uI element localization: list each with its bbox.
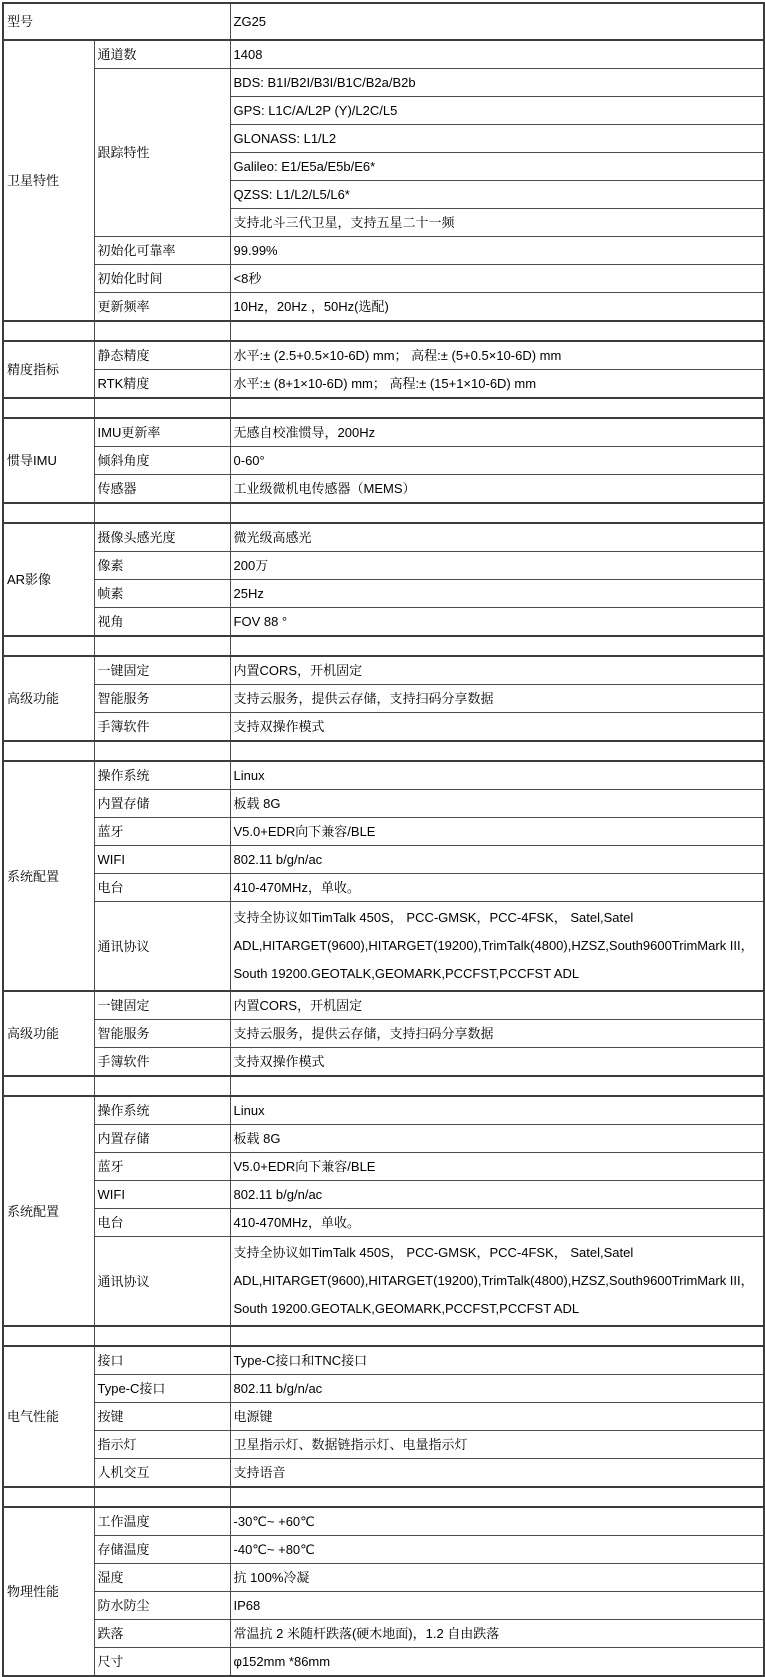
spec-value-cell: 支持语音: [230, 1459, 764, 1488]
spec-row: [3, 237, 764, 265]
spec-row: [3, 1125, 764, 1153]
spec-value-cell: φ152mm *86mm: [230, 1648, 764, 1677]
spec-row: [3, 1375, 764, 1403]
spec-attr-cell: WIFI: [94, 846, 230, 874]
spec-row: [3, 761, 764, 790]
spec-row: [3, 608, 764, 637]
section-name-cell: AR影像: [3, 523, 94, 636]
spec-value-cell: 200万: [230, 552, 764, 580]
spec-row: [3, 1020, 764, 1048]
spec-row: [3, 1153, 764, 1181]
spec-row: [3, 1620, 764, 1648]
spec-value-cell: Galileo: E1/E5a/E5b/E6*: [230, 153, 764, 181]
spec-row: [3, 1592, 764, 1620]
spec-attr-cell: 人机交互: [94, 1459, 230, 1488]
spec-row: [3, 265, 764, 293]
spec-attr-cell: 传感器: [94, 475, 230, 504]
spec-value-cell: 工业级微机电传感器（MEMS）: [230, 475, 764, 504]
spec-value-cell: 802.11 b/g/n/ac: [230, 1181, 764, 1209]
spec-row: [3, 1048, 764, 1077]
spec-attr-cell: 像素: [94, 552, 230, 580]
spec-attr-cell: 一键固定: [94, 991, 230, 1020]
section-name-cell: 高级功能: [3, 991, 94, 1076]
spacer-cell: [94, 321, 230, 341]
spec-row: [3, 1209, 764, 1237]
spec-value-cell: 微光级高感光: [230, 523, 764, 552]
spec-row: [3, 475, 764, 504]
spec-value-cell: 水平:± (8+1×10-6D) mm； 高程:± (15+1×10-6D) mm: [230, 370, 764, 399]
spacer-cell: [94, 1326, 230, 1346]
spec-row: [3, 1507, 764, 1536]
spec-attr-cell: 初始化时间: [94, 265, 230, 293]
spacer-row: [3, 1487, 764, 1507]
spec-value-cell: 支持全协议如TimTalk 450S， PCC-GMSK，PCC-4FSK， Satel,Satel ADL,HITARGET(9600),HITARGET(19200),TrimTalk(4800),HZSZ,South9600TrimMark III， South 19200.GEOTALK,GEOMARK,PCCFST,PCCFST ADL: [230, 1237, 764, 1327]
spec-value-cell: -30℃~ +60℃: [230, 1507, 764, 1536]
section-name-cell: 高级功能: [3, 656, 94, 741]
spec-attr-cell: 操作系统: [94, 1096, 230, 1125]
spacer-cell: [230, 398, 764, 418]
spec-value-cell: FOV 88 °: [230, 608, 764, 637]
spacer-cell: [230, 321, 764, 341]
spec-value-cell: 10Hz，20Hz ，50Hz(选配): [230, 293, 764, 322]
spec-value-cell: GPS: L1C/A/L2P (Y)/L2C/L5: [230, 97, 764, 125]
spacer-row: [3, 1076, 764, 1096]
spacer-row: [3, 398, 764, 418]
section-name-cell: 系统配置: [3, 761, 94, 991]
spec-row: [3, 991, 764, 1020]
spec-value-cell: QZSS: L1/L2/L5/L6*: [230, 181, 764, 209]
spec-row: [3, 523, 764, 552]
spec-attr-cell: 初始化可靠率: [94, 237, 230, 265]
model-label-cell: 型号: [3, 3, 230, 40]
spec-value-cell: 常温抗 2 米随杆跌落(硬木地面)，1.2 自由跌落: [230, 1620, 764, 1648]
spacer-cell: [3, 321, 94, 341]
spec-value-cell: 支持双操作模式: [230, 713, 764, 742]
spec-attr-cell: 内置存储: [94, 790, 230, 818]
spacer-cell: [94, 503, 230, 523]
spec-value-cell: 支持双操作模式: [230, 1048, 764, 1077]
spec-row: [3, 846, 764, 874]
spec-value-cell: BDS: B1I/B2I/B3I/B1C/B2a/B2b: [230, 69, 764, 97]
spec-row: [3, 293, 764, 322]
spec-value-cell: 410-470MHz，单收。: [230, 1209, 764, 1237]
spec-attr-cell: 电台: [94, 1209, 230, 1237]
spec-value-cell: 卫星指示灯、数据链指示灯、电量指示灯: [230, 1431, 764, 1459]
spec-attr-cell: 蓝牙: [94, 818, 230, 846]
spec-value-cell: V5.0+EDR向下兼容/BLE: [230, 1153, 764, 1181]
spacer-cell: [3, 503, 94, 523]
spec-value-cell: 水平:± (2.5+0.5×10-6D) mm； 高程:± (5+0.5×10-6D) mm: [230, 341, 764, 370]
spec-row: [3, 552, 764, 580]
spec-row: [3, 818, 764, 846]
spec-row: [3, 341, 764, 370]
spec-value-cell: 内置CORS，开机固定: [230, 991, 764, 1020]
spec-row: [3, 685, 764, 713]
spacer-cell: [230, 1076, 764, 1096]
spec-attr-cell: 更新频率: [94, 293, 230, 322]
spec-value-cell: Linux: [230, 1096, 764, 1125]
spec-attr-cell: 一键固定: [94, 656, 230, 685]
spec-row: [3, 40, 764, 69]
spacer-row: [3, 321, 764, 341]
spec-row: [3, 713, 764, 742]
spec-row: [3, 1459, 764, 1488]
spec-row: [3, 1346, 764, 1375]
spec-attr-cell: WIFI: [94, 1181, 230, 1209]
spec-attr-cell: 操作系统: [94, 761, 230, 790]
model-row: [3, 3, 764, 40]
spec-attr-cell: 防水防尘: [94, 1592, 230, 1620]
spec-row: [3, 1431, 764, 1459]
spec-attr-cell: 内置存储: [94, 1125, 230, 1153]
spec-value-cell: 支持北斗三代卫星，支持五星二十一频: [230, 209, 764, 237]
spec-attr-cell: 智能服务: [94, 1020, 230, 1048]
spec-row: [3, 902, 764, 992]
spec-row: [3, 1096, 764, 1125]
spacer-row: [3, 503, 764, 523]
spacer-row: [3, 741, 764, 761]
spacer-cell: [3, 1076, 94, 1096]
spec-value-cell: 电源键: [230, 1403, 764, 1431]
spacer-cell: [94, 636, 230, 656]
spec-attr-cell: 帧素: [94, 580, 230, 608]
spacer-cell: [3, 636, 94, 656]
spec-attr-cell: 按键: [94, 1403, 230, 1431]
spec-value-cell: Linux: [230, 761, 764, 790]
spacer-cell: [94, 741, 230, 761]
spec-attr-cell: 接口: [94, 1346, 230, 1375]
spec-value-cell: Type-C接口和TNC接口: [230, 1346, 764, 1375]
spec-value-cell: <8秒: [230, 265, 764, 293]
spacer-row: [3, 1326, 764, 1346]
spacer-cell: [230, 1326, 764, 1346]
section-name-cell: 物理性能: [3, 1507, 94, 1676]
model-value-cell: ZG25: [230, 3, 764, 40]
spec-row: [3, 418, 764, 447]
spacer-cell: [3, 398, 94, 418]
spec-attr-cell: 工作温度: [94, 1507, 230, 1536]
spec-attr-cell: 尺寸: [94, 1648, 230, 1677]
spacer-cell: [230, 741, 764, 761]
spec-value-cell: 802.11 b/g/n/ac: [230, 846, 764, 874]
spec-attr-cell: 倾斜角度: [94, 447, 230, 475]
spec-row: [3, 874, 764, 902]
spec-attr-cell: IMU更新率: [94, 418, 230, 447]
spec-value-cell: 802.11 b/g/n/ac: [230, 1375, 764, 1403]
spec-value-cell: 无感自校准惯导，200Hz: [230, 418, 764, 447]
spec-attr-cell: 跌落: [94, 1620, 230, 1648]
spec-value-cell: 抗 100%冷凝: [230, 1564, 764, 1592]
spec-value-cell: 支持云服务，提供云存储，支持扫码分享数据: [230, 685, 764, 713]
spec-attr-cell: 跟踪特性: [94, 69, 230, 237]
spec-value-cell: 410-470MHz，单收。: [230, 874, 764, 902]
spec-value-cell: 99.99%: [230, 237, 764, 265]
spec-attr-cell: 手簿软件: [94, 713, 230, 742]
spec-value-cell: -40℃~ +80℃: [230, 1536, 764, 1564]
spec-value-cell: 支持全协议如TimTalk 450S， PCC-GMSK，PCC-4FSK， Satel,Satel ADL,HITARGET(9600),HITARGET(19200),TrimTalk(4800),HZSZ,South9600TrimMark III， South 19200.GEOTALK,GEOMARK,PCCFST,PCCFST ADL: [230, 902, 764, 992]
spec-value-cell: 25Hz: [230, 580, 764, 608]
spec-row: [3, 1403, 764, 1431]
spacer-cell: [230, 503, 764, 523]
spacer-cell: [230, 636, 764, 656]
spec-row: [3, 1536, 764, 1564]
spec-value-cell: 板载 8G: [230, 790, 764, 818]
spec-attr-cell: 指示灯: [94, 1431, 230, 1459]
spec-row: [3, 447, 764, 475]
spec-attr-cell: 手簿软件: [94, 1048, 230, 1077]
spacer-cell: [94, 398, 230, 418]
section-name-cell: 卫星特性: [3, 40, 94, 321]
spec-attr-cell: 存储温度: [94, 1536, 230, 1564]
spec-attr-cell: Type-C接口: [94, 1375, 230, 1403]
section-name-cell: 精度指标: [3, 341, 94, 398]
spacer-cell: [94, 1076, 230, 1096]
spacer-cell: [3, 1326, 94, 1346]
spec-value-cell: GLONASS: L1/L2: [230, 125, 764, 153]
spec-row: [3, 790, 764, 818]
spec-row: [3, 580, 764, 608]
spec-attr-cell: 视角: [94, 608, 230, 637]
spec-value-cell: IP68: [230, 1592, 764, 1620]
spec-row: [3, 1181, 764, 1209]
spacer-cell: [3, 1487, 94, 1507]
spec-value-cell: 支持云服务，提供云存储，支持扫码分享数据: [230, 1020, 764, 1048]
spec-attr-cell: RTK精度: [94, 370, 230, 399]
section-name-cell: 系统配置: [3, 1096, 94, 1326]
spec-table: [2, 2, 765, 1677]
section-name-cell: 惯导IMU: [3, 418, 94, 503]
spacer-cell: [230, 1487, 764, 1507]
spec-attr-cell: 电台: [94, 874, 230, 902]
spec-attr-cell: 通讯协议: [94, 1237, 230, 1327]
spec-value-cell: V5.0+EDR向下兼容/BLE: [230, 818, 764, 846]
spec-value-cell: 内置CORS，开机固定: [230, 656, 764, 685]
spacer-row: [3, 636, 764, 656]
spec-row: [3, 1237, 764, 1327]
spacer-cell: [3, 741, 94, 761]
spec-attr-cell: 静态精度: [94, 341, 230, 370]
spec-row: [3, 370, 764, 399]
spec-row: [3, 69, 764, 97]
spec-attr-cell: 蓝牙: [94, 1153, 230, 1181]
spec-attr-cell: 摄像头感光度: [94, 523, 230, 552]
spec-value-cell: 0-60°: [230, 447, 764, 475]
spec-value-cell: 板载 8G: [230, 1125, 764, 1153]
spec-attr-cell: 智能服务: [94, 685, 230, 713]
spacer-cell: [94, 1487, 230, 1507]
spec-value-cell: 1408: [230, 40, 764, 69]
spec-attr-cell: 湿度: [94, 1564, 230, 1592]
spec-row: [3, 656, 764, 685]
spec-attr-cell: 通道数: [94, 40, 230, 69]
section-name-cell: 电气性能: [3, 1346, 94, 1487]
spec-attr-cell: 通讯协议: [94, 902, 230, 992]
spec-row: [3, 1648, 764, 1677]
spec-row: [3, 1564, 764, 1592]
